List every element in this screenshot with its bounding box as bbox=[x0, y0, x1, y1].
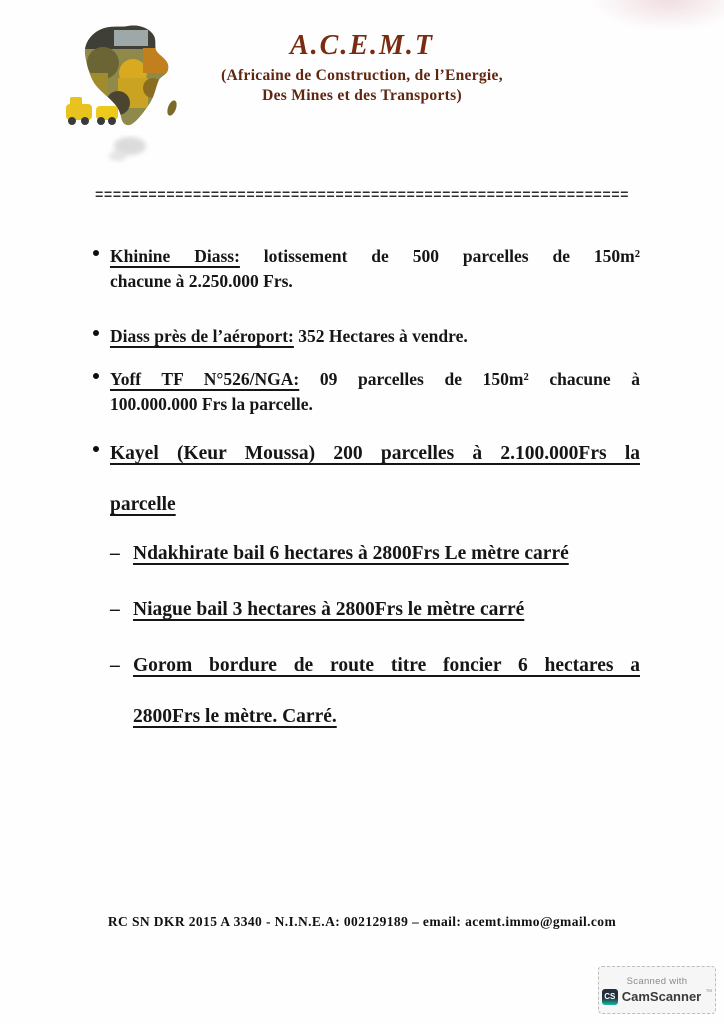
listing-line bbox=[110, 367, 640, 392]
truck-icons bbox=[66, 97, 118, 125]
property-listings bbox=[95, 244, 640, 730]
listing-heading-text: Gorom bordure de route titre foncier 6 hectares a bbox=[133, 655, 640, 676]
listing-line bbox=[133, 703, 640, 730]
listing-line bbox=[110, 324, 640, 349]
dash-bullet-icon: – bbox=[110, 655, 120, 676]
listing-heading-text: 2800Frs le mètre. Carré. bbox=[133, 706, 337, 727]
listing-heading-text: Kayel (Keur Moussa) 200 parcelles à 2.100.000Frs la bbox=[110, 443, 640, 464]
listing-line bbox=[133, 540, 640, 567]
listing-heading-text: Niague bail 3 hectares à 2800Frs le mètre carré bbox=[133, 599, 525, 620]
equals-separator-line: ============================================================ bbox=[95, 188, 630, 204]
listing-item bbox=[95, 324, 640, 349]
registration-footer: RC SN DKR 2015 A 3340 - N.I.N.E.A: 002129189 – email: acemt.immo@gmail.com bbox=[107, 914, 617, 929]
listing-item bbox=[110, 652, 640, 730]
camscanner-badge bbox=[598, 966, 716, 1014]
listing-heading-text: Yoff TF N°526/NGA: bbox=[110, 369, 300, 389]
dash-bullet-icon: – bbox=[110, 543, 120, 564]
listing-line bbox=[110, 269, 640, 294]
listing-body-text: 352 Hectares à vendre. bbox=[293, 326, 468, 346]
document-header bbox=[0, 0, 724, 148]
listing-line bbox=[110, 392, 640, 417]
listing-body-text: chacune à 2.250.000 Frs. bbox=[110, 271, 293, 291]
org-name-line2: Des Mines et des Transports) bbox=[262, 87, 462, 104]
circle-bullet-icon bbox=[93, 330, 99, 336]
listing-line bbox=[133, 596, 640, 623]
listing-heading-text: Khinine Diass: bbox=[110, 246, 240, 266]
listing-line bbox=[110, 244, 640, 269]
listing-item bbox=[110, 596, 640, 623]
listing-line bbox=[110, 491, 640, 518]
acemt-logo-africa-map-icon bbox=[58, 18, 198, 168]
listing-body-text: 100.000.000 Frs la parcelle. bbox=[110, 394, 313, 414]
camscanner-label: CamScanner bbox=[621, 989, 702, 1004]
camscanner-cs-icon: CS bbox=[602, 989, 618, 1005]
listing-heading-text: Diass près de l’aéroport: bbox=[110, 326, 294, 346]
listing-item bbox=[95, 440, 640, 518]
listing-heading-text: Ndakhirate bail 6 hectares à 2800Frs Le mètre carré bbox=[133, 543, 569, 564]
listing-line bbox=[133, 652, 640, 679]
circle-bullet-icon bbox=[93, 446, 99, 452]
listing-item bbox=[110, 540, 640, 567]
listing-body-text: lotissement de 500 parcelles de 150m² bbox=[239, 246, 640, 266]
listing-item bbox=[95, 367, 640, 417]
org-abbreviation: A.C.E.M.T bbox=[289, 30, 435, 61]
circle-bullet-icon bbox=[93, 250, 99, 256]
trademark-symbol: ™ bbox=[705, 988, 713, 996]
scanned-with-label: Scanned with bbox=[626, 975, 688, 987]
dash-bullet-icon: – bbox=[110, 599, 120, 620]
listing-item bbox=[95, 244, 640, 294]
circle-bullet-icon bbox=[93, 373, 99, 379]
listing-body-text: 09 parcelles de 150m² chacune à bbox=[299, 369, 640, 389]
org-name-line1: (Africaine de Construction, de l’Energie, bbox=[221, 67, 503, 84]
listing-heading-text: parcelle bbox=[110, 494, 176, 515]
listing-line bbox=[110, 440, 640, 467]
